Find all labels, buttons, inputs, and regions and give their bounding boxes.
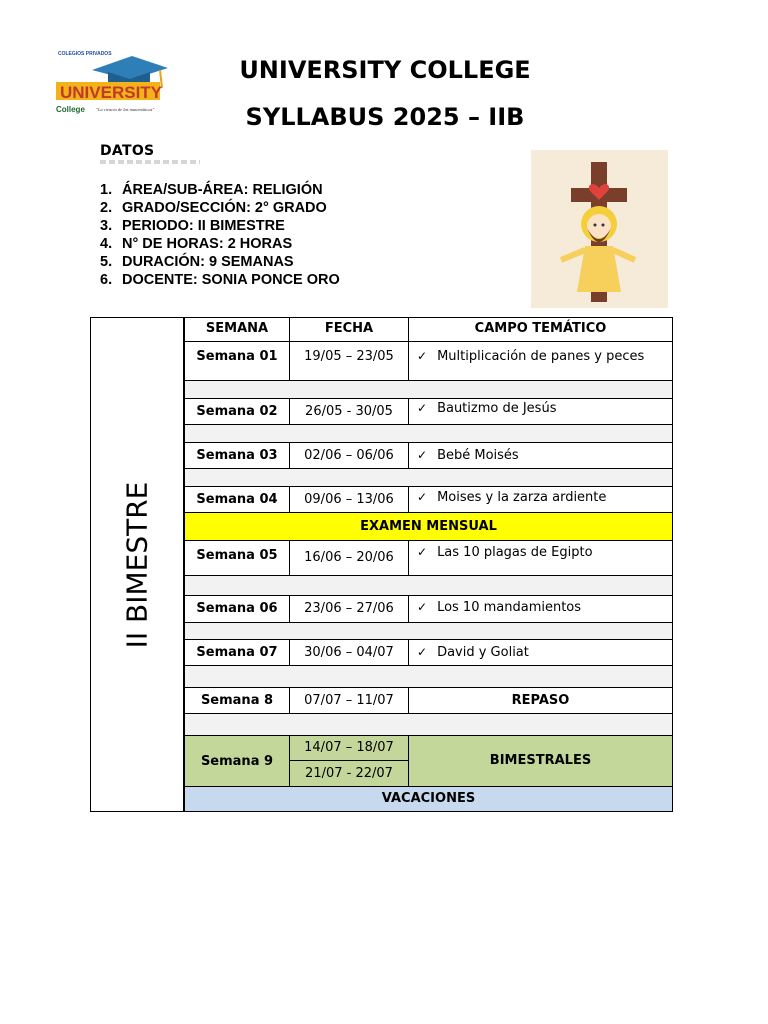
tema-cell: ✓ Multiplicación de panes y peces (408, 341, 673, 381)
checkmark-icon: ✓ (417, 448, 428, 462)
semana-cell: Semana 06 (184, 595, 290, 623)
header-semana: SEMANA (184, 317, 290, 342)
logo-top-text: COLEGIOS PRIVADOS (58, 51, 112, 57)
datos-item: 6. DOCENTE: SONIA PONCE ORO (100, 272, 340, 288)
bimestre-side-label: II BIMESTRE (120, 481, 153, 648)
checkmark-icon: ✓ (417, 600, 428, 614)
checkmark-icon: ✓ (417, 645, 428, 659)
repaso-cell: REPASO (408, 687, 673, 714)
spacer-row (184, 575, 673, 596)
vacaciones-row: VACACIONES (184, 786, 673, 812)
fecha-cell: 23/06 – 27/06 (289, 595, 409, 623)
table-row (184, 639, 673, 666)
spacer-row (184, 380, 673, 399)
fecha-cell: 19/05 – 23/05 (289, 341, 409, 381)
semana-cell: Semana 9 (184, 735, 290, 787)
checkmark-icon: ✓ (417, 545, 428, 559)
spacer-row (184, 665, 673, 688)
page-subtitle: SYLLABUS 2025 – IIB (245, 103, 525, 131)
datos-item: 5. DURACIÓN: 9 SEMANAS (100, 254, 294, 270)
semana-cell: Semana 02 (184, 398, 290, 425)
datos-item: 2. GRADO/SECCIÓN: 2° GRADO (100, 200, 327, 216)
datos-item: 3. PERIODO: II BIMESTRE (100, 218, 285, 234)
table-header-row (184, 317, 673, 342)
spacer-row (184, 424, 673, 443)
fecha-cell: 26/05 - 30/05 (289, 398, 409, 425)
tema-cell: ✓ Bebé Moisés (408, 442, 673, 469)
fecha-cell: 02/06 – 06/06 (289, 442, 409, 469)
semana-cell: Semana 05 (184, 540, 290, 576)
datos-list (100, 181, 340, 289)
spacer-row (184, 468, 673, 487)
table-row (184, 341, 673, 381)
table-row (184, 687, 673, 714)
logo-slogan-text: "La ciencia de las matemáticas" (96, 107, 155, 112)
tema-cell: ✓ Los 10 mandamientos (408, 595, 673, 623)
header-campo-tematico: CAMPO TEMÁTICO (408, 317, 673, 342)
semana-cell: Semana 07 (184, 639, 290, 666)
table-row (184, 540, 673, 576)
fecha-cell: 16/06 – 20/06 (289, 540, 409, 576)
header-fecha: FECHA (289, 317, 409, 342)
logo-sub-text: College (56, 105, 85, 114)
fecha-cell: 07/07 – 11/07 (289, 687, 409, 714)
table-row-semana-9 (184, 735, 673, 787)
table-row (184, 398, 673, 425)
spacer-row (184, 713, 673, 736)
bimestrales-cell: BIMESTRALES (408, 735, 673, 787)
jesus-cross-illustration (531, 150, 668, 308)
fecha-cell: 09/06 – 13/06 (289, 486, 409, 513)
table-row (184, 486, 673, 513)
datos-item: 4. N° DE HORAS: 2 HORAS (100, 236, 293, 252)
checkmark-icon: ✓ (417, 349, 428, 363)
tema-cell: ✓ David y Goliat (408, 639, 673, 666)
page-title: UNIVERSITY COLLEGE (239, 56, 531, 84)
logo-brand-text: UNIVERSITY (60, 83, 163, 102)
spacer-row (184, 622, 673, 640)
semana-cell: Semana 03 (184, 442, 290, 469)
datos-item: 1. ÁREA/SUB-ÁREA: RELIGIÓN (100, 182, 323, 198)
semana-cell: Semana 01 (184, 341, 290, 381)
table-row (184, 595, 673, 623)
tema-cell: ✓ Moises y la zarza ardiente (408, 486, 673, 513)
fecha-cell: 14/07 – 18/07 (289, 735, 409, 761)
semana-cell: Semana 04 (184, 486, 290, 513)
bimestre-side-label-cell (90, 317, 184, 812)
tema-cell: ✓ Las 10 plagas de Egipto (408, 540, 673, 576)
table-row (184, 442, 673, 469)
datos-heading: DATOS (100, 143, 155, 159)
examen-mensual-row: EXAMEN MENSUAL (184, 512, 673, 541)
fecha-cell: 21/07 - 22/07 (289, 760, 409, 787)
checkmark-icon: ✓ (417, 490, 428, 504)
fecha-cell: 30/06 – 04/07 (289, 639, 409, 666)
tema-cell: ✓ Bautizmo de Jesús (408, 398, 673, 425)
checkmark-icon: ✓ (417, 401, 428, 415)
semana-cell: Semana 8 (184, 687, 290, 714)
school-logo (54, 48, 174, 116)
